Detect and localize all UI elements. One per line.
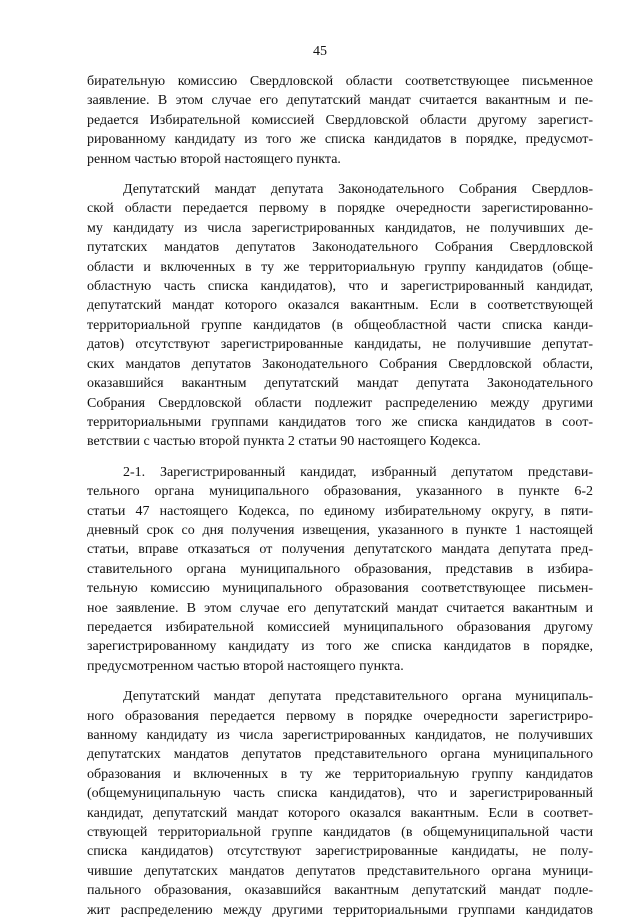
text-line: депутатский мандат которого оказался вакантным. Если в соответствующей: [87, 298, 593, 314]
text-line: дневный срок со дня получения извещения, указанного в пункте 1 настоящей: [87, 522, 593, 538]
text-line: ствующей территориальной группе кандидатов (в общемуниципальной части: [87, 825, 593, 841]
text-line: ванному кандидату из числа зарегистрированных кандидатов, не получивших: [87, 728, 593, 743]
text-line: областную часть списка кандидатов), что и зарегистрированный кандидат,: [87, 279, 593, 295]
paragraph-gap: [87, 676, 593, 687]
text-line: образования и включенных в ту же территориальную группу кандидатов: [87, 766, 593, 782]
text-line: редается Избирательной комиссией Свердловской области другому зарегист-: [87, 112, 593, 128]
text-line: ветствии с частью второй пункта 2 статьи 90 настоящего Кодекса.: [87, 434, 481, 450]
text-line: статьи 47 настоящего Кодекса, по единому избирательному округу, в пяти-: [87, 503, 593, 519]
paragraph: [87, 72, 593, 169]
text-line: Депутатский мандат депутата представительного органа муниципаль-: [123, 689, 593, 705]
text-line: ное заявление. В этом случае его депутатский мандат считается вакантным и: [87, 600, 593, 616]
text-line: территориальными группами кандидатов того же списка кандидатов в соот-: [87, 414, 593, 430]
paragraph-gap: [87, 169, 593, 180]
paragraph: [87, 687, 593, 920]
text-line: чившие депутатских мандатов депутатов представительного органа муници-: [87, 863, 593, 879]
text-line: территориальной группе кандидатов (в общеобластной части списка канди-: [87, 317, 593, 333]
text-line: ного образования передается первому в порядке очередности зарегистриро-: [87, 708, 593, 724]
document-body: [87, 72, 593, 920]
text-line: ской области передается первому в порядке очередности зарегистированно-: [87, 201, 593, 217]
text-line: кандидат, депутатский мандат которого оказался вакантным. Если в соответ-: [87, 805, 593, 821]
text-line: датов) отсутствуют зарегистрированные кандидаты, не получившие депутат-: [87, 337, 593, 353]
text-line: зарегистрированному кандидату из того же списка кандидатов в порядке,: [87, 639, 593, 655]
text-line: статьи, вправе отказаться от получения депутатского мандата депутата пред-: [87, 542, 593, 558]
text-line: тельного органа муниципального образования, указанного в пункте 6-2: [87, 484, 593, 500]
text-line: бирательную комиссию Свердловской области соответствующее письменное: [87, 74, 593, 89]
text-line: Депутатский мандат депутата Законодательного Собрания Свердлов-: [123, 182, 593, 198]
paragraph: [87, 180, 593, 452]
paragraph: [87, 463, 593, 676]
text-line: списка кандидатов) отсутствуют зарегистрированные кандидаты, не полу-: [87, 844, 593, 860]
text-line: ских мандатов депутатов Законодательного Собрания Свердловской области,: [87, 356, 593, 372]
text-line: предусмотренном частью второй настоящего пункта.: [87, 658, 404, 674]
text-line: ренном частью второй настоящего пункта.: [87, 151, 341, 167]
text-line: области и включенных в ту же территориальную группу кандидатов (обще-: [87, 259, 593, 275]
text-line: заявление. В этом случае его депутатский мандат считается вакантным и пе-: [87, 93, 593, 109]
page-number: 45: [313, 44, 327, 59]
text-line: ставительного органа муниципального образования, представив в избира-: [87, 561, 593, 577]
text-line: депутатских мандатов депутатов представительного органа муниципального: [87, 747, 593, 763]
text-line: Собрания Свердловской области подлежит распределению между другими: [87, 395, 593, 411]
text-line: 2-1. Зарегистрированный кандидат, избранный депутатом представи-: [123, 464, 593, 480]
text-line: пального образования, оказавшийся вакантным депутатский мандат подле-: [87, 883, 593, 899]
text-line: му кандидату из числа зарегистрированных кандидатов, не получивших де-: [87, 220, 593, 236]
text-line: оказавшийся вакантным депутатский мандат депутата Законодательного: [87, 376, 593, 392]
text-line: рированному кандидату из того же списка кандидатов в порядке, предусмот-: [87, 132, 593, 148]
paragraph-gap: [87, 452, 593, 463]
text-line: жит распределению между другими территориальными группами кандидатов: [87, 902, 593, 918]
text-line: тельную комиссию муниципального образования соответствующее письмен-: [87, 581, 593, 597]
text-line: (общемуниципальную часть списка кандидатов), что и зарегистрированный: [87, 786, 593, 802]
text-line: путатских мандатов депутатов Законодательного Собрания Свердловской: [87, 240, 593, 256]
text-line: передается избирательной комиссией муниципального образования другому: [87, 619, 593, 635]
